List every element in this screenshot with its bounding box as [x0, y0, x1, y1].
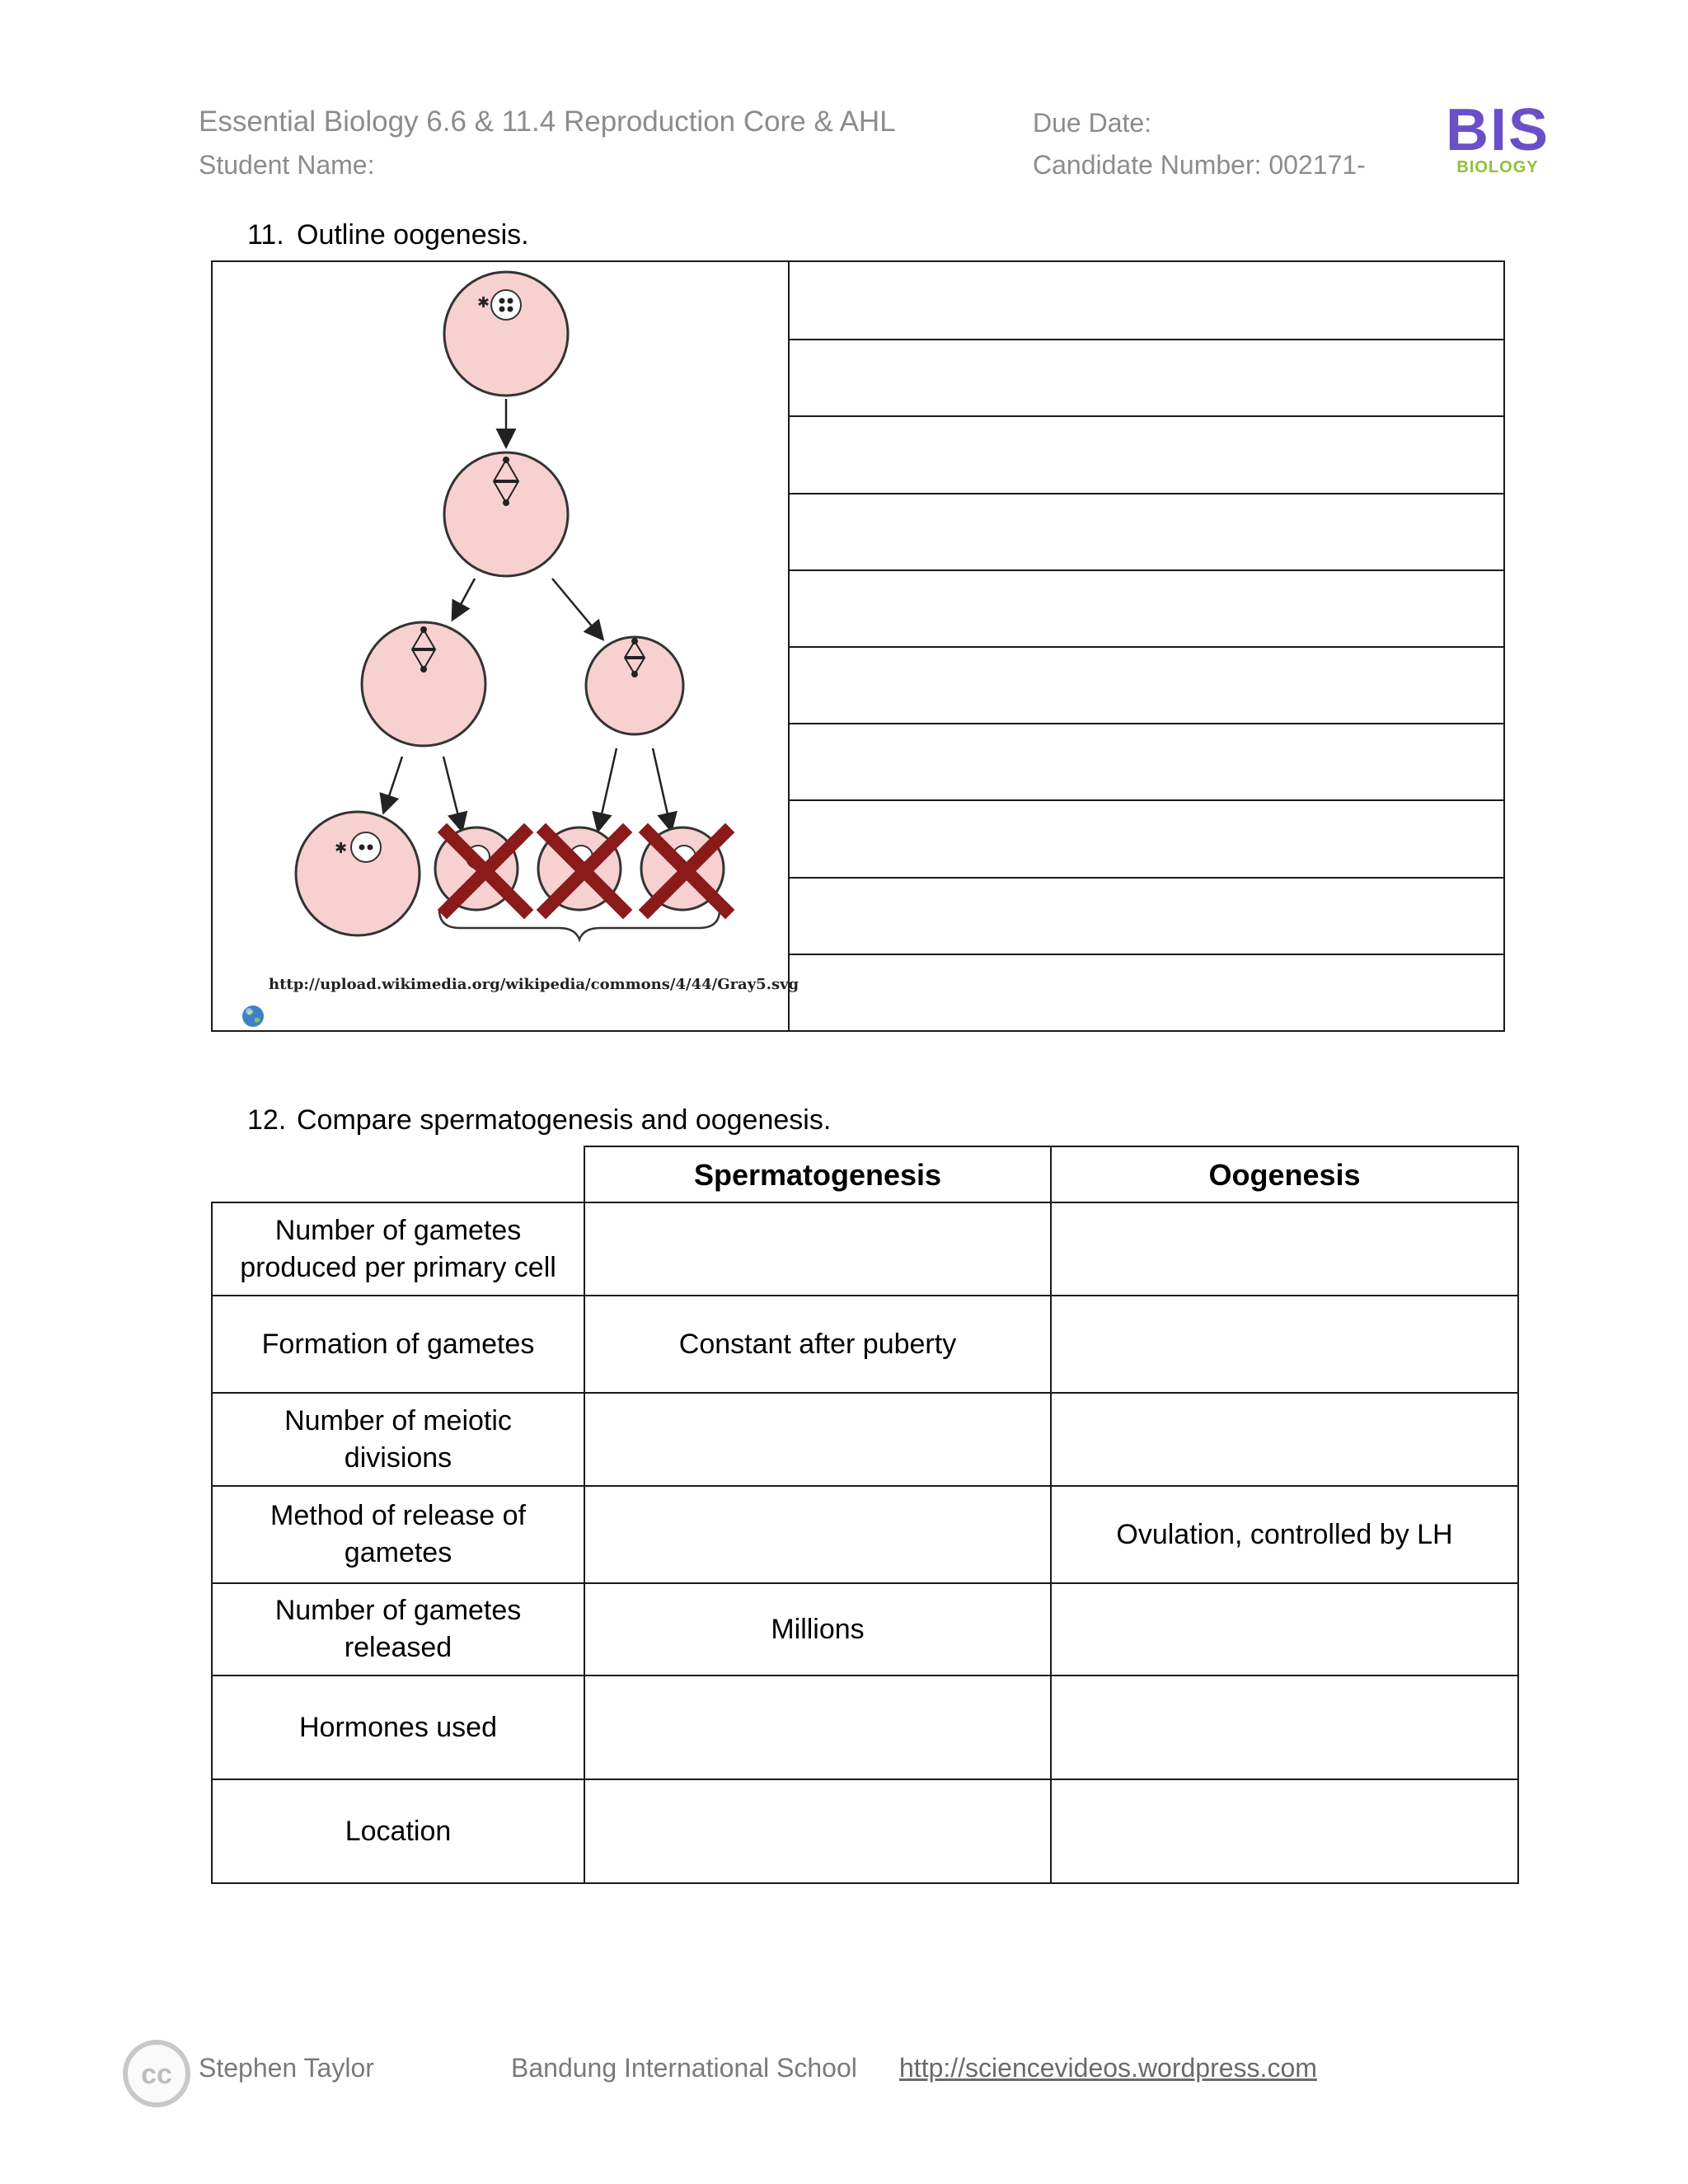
- secondary-oocyte-cell: [362, 622, 485, 746]
- spermatogenesis-answer-cell[interactable]: [584, 1392, 1052, 1487]
- svg-text:✱: ✱: [335, 840, 348, 856]
- answer-line: [790, 339, 1503, 340]
- ovum-cell: [296, 812, 420, 935]
- primary-oocyte-cell: [444, 452, 568, 576]
- footer-school: Bandung International School: [511, 2053, 857, 2083]
- spermatogenesis-answer-cell[interactable]: Constant after puberty: [584, 1295, 1052, 1394]
- figure-source-url: http://upload.wikimedia.org/wikipedia/commons/4/44/Gray5.svg: [269, 976, 799, 993]
- oogenesis-figure: [213, 262, 799, 1030]
- answer-line: [790, 799, 1503, 801]
- oogenesis-answer-cell[interactable]: [1050, 1779, 1519, 1884]
- spermatogenesis-answer-cell[interactable]: [584, 1202, 1052, 1296]
- spermatogenesis-answer-cell[interactable]: [584, 1779, 1052, 1884]
- row-label: Number of meiotic divisions: [211, 1392, 585, 1487]
- spermatogenesis-answer-cell[interactable]: Millions: [584, 1582, 1052, 1676]
- question-11-number: 11.: [247, 219, 284, 251]
- oogenesis-diagram: [213, 262, 788, 1030]
- first-polar-body-cell: [586, 637, 683, 734]
- oogenesis-outline-table: [211, 260, 1505, 1032]
- answer-line: [790, 954, 1503, 955]
- spermatogenesis-answer-cell[interactable]: [584, 1485, 1052, 1584]
- column-header-spermatogenesis: Spermatogenesis: [584, 1146, 1052, 1203]
- polar-bodies-brace: [439, 910, 720, 940]
- oogonium-cell: [444, 272, 568, 396]
- row-label: Number of gametes produced per primary cell: [211, 1202, 585, 1296]
- logo-subtext: BIOLOGY: [1456, 158, 1539, 176]
- row-label: Location: [211, 1779, 585, 1884]
- answer-line: [790, 646, 1503, 648]
- row-label: Number of gametes released: [211, 1582, 585, 1676]
- oogenesis-answer-cell[interactable]: [1050, 1202, 1519, 1296]
- answer-line: [790, 877, 1503, 879]
- spermatogenesis-answer-cell[interactable]: [584, 1675, 1052, 1780]
- oogenesis-answer-cell[interactable]: [1050, 1392, 1519, 1487]
- question-12: [247, 1104, 831, 1137]
- column-header-oogenesis: Oogenesis: [1050, 1146, 1519, 1203]
- row-label: Hormones used: [211, 1675, 585, 1780]
- logo-text: BIS: [1445, 97, 1550, 163]
- oogenesis-answer-cell[interactable]: Ovulation, controlled by LH: [1050, 1485, 1519, 1584]
- student-name-label: Student Name:: [199, 150, 375, 180]
- bis-biology-logo: [1444, 97, 1551, 183]
- svg-text:✱: ✱: [477, 294, 490, 311]
- footer-link[interactable]: http://sciencevideos.wordpress.com: [899, 2053, 1317, 2083]
- worksheet-title: Essential Biology 6.6 & 11.4 Reproduction Core & AHL: [199, 105, 896, 138]
- due-date-label: Due Date:: [1033, 108, 1152, 138]
- question-12-prompt: Compare spermatogenesis and oogenesis.: [297, 1104, 832, 1136]
- question-11-prompt: Outline oogenesis.: [297, 219, 529, 251]
- row-label: Method of release of gametes: [211, 1485, 585, 1584]
- oogenesis-answer-cell[interactable]: [1050, 1582, 1519, 1676]
- candidate-number-label: Candidate Number: 002171-: [1033, 150, 1366, 180]
- footer-author: Stephen Taylor: [199, 2053, 374, 2083]
- answer-line: [790, 493, 1503, 494]
- svg-text:cc: cc: [141, 2059, 172, 2090]
- oogenesis-answer-cell[interactable]: [1050, 1295, 1519, 1394]
- oogenesis-answer-cell[interactable]: [1050, 1675, 1519, 1780]
- cc-icon: [122, 2039, 191, 2108]
- answer-line: [790, 723, 1503, 724]
- row-label: Formation of gametes: [211, 1295, 585, 1394]
- answer-line: [790, 415, 1503, 417]
- globe-icon: [241, 1004, 265, 1029]
- answer-line: [790, 569, 1503, 571]
- question-12-number: 12.: [247, 1104, 287, 1136]
- question-11: [247, 219, 529, 251]
- outline-answer-area[interactable]: [790, 262, 1503, 1030]
